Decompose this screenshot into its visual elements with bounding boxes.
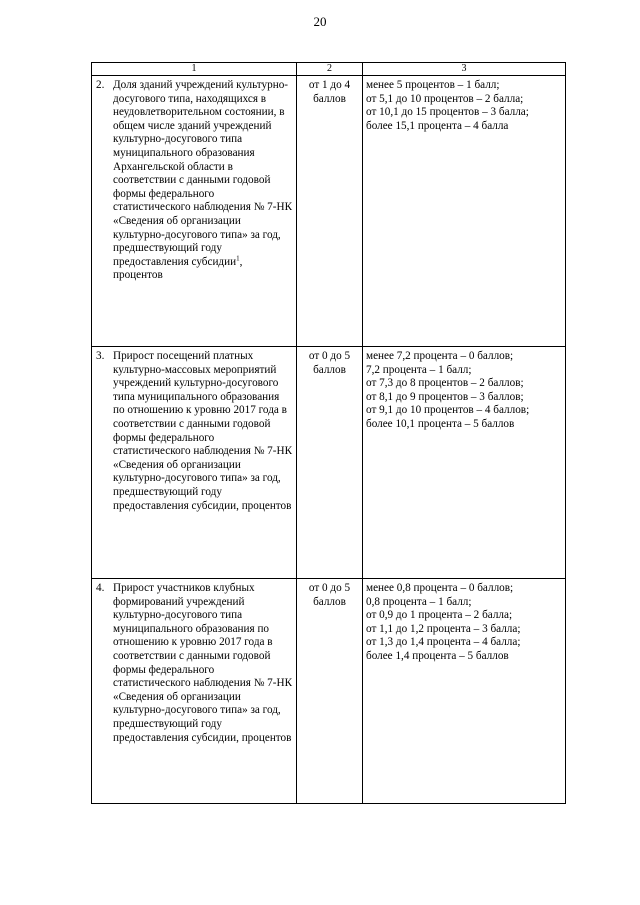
table-row <box>92 347 566 579</box>
criterion-description: Прирост участников клубных формирований учреждений культурно-досугового типа муниципального образования по отношению к уровню 2017 года в соответствии с данными годовой формы федерального статистического наблюдения № 7-НК «Сведения об организации культурно-досугового типа» за год, предшествующий году предоставления субсидии, процентов <box>113 582 293 744</box>
score-range: от 0 до 5 баллов <box>308 350 351 376</box>
score-range: от 0 до 5 баллов <box>308 582 351 608</box>
criteria-table <box>91 62 566 804</box>
score-range-cell <box>297 347 363 579</box>
score-range-cell <box>297 76 363 347</box>
row-number: 3. <box>96 350 105 362</box>
score-range-cell <box>297 579 363 804</box>
scoring-rule: более 10,1 процента – 5 баллов <box>366 417 515 430</box>
scoring-rule: менее 5 процентов – 1 балл; <box>366 79 500 91</box>
criterion-text-end: , процентов <box>113 255 243 282</box>
table-header-row <box>92 63 566 76</box>
criterion-description <box>113 79 293 283</box>
scoring-rules-cell <box>363 579 566 804</box>
scoring-rule: от 1,1 до 1,2 процента – 3 балла; <box>366 622 521 635</box>
scoring-rule: от 0,9 до 1 процента – 2 балла; <box>366 609 513 622</box>
scoring-rule: 0,8 процента – 1 балл; <box>366 595 472 608</box>
scoring-rules-cell <box>363 347 566 579</box>
scoring-rule: от 7,3 до 8 процентов – 2 баллов; <box>366 377 524 390</box>
scoring-rule: 7,2 процента – 1 балл; <box>366 363 472 376</box>
scoring-rule: менее 0,8 процента – 0 баллов; <box>366 582 514 594</box>
scoring-rule: от 1,3 до 1,4 процента – 4 балла; <box>366 636 521 649</box>
scoring-rules-cell <box>363 76 566 347</box>
scoring-rule: от 10,1 до 15 процентов – 3 балла; <box>366 106 529 119</box>
scoring-rule: более 15,1 процента – 4 балла <box>366 119 509 132</box>
column-header: 2 <box>297 63 363 76</box>
column-header: 3 <box>363 63 566 76</box>
scoring-rule: от 5,1 до 10 процентов – 2 балла; <box>366 92 524 105</box>
row-number: 4. <box>96 582 105 594</box>
footnote-marker: 1 <box>236 253 240 262</box>
criterion-cell <box>92 76 297 347</box>
criterion-text: Доля зданий учреждений культурно-досугового типа, находящихся в неудовлетворительном состоянии, в общем числе зданий учреждений культурно-досугового типа муниципального образования Архангельской области в соответствии с данными годовой формы федерального статистического наблюдения № 7-НК «Сведения об организации культурно-досугового типа» за год, предшествующий году предоставления субсидии <box>113 79 293 268</box>
scoring-rule: более 1,4 процента – 5 баллов <box>366 649 509 662</box>
scoring-rule: менее 7,2 процента – 0 баллов; <box>366 350 514 362</box>
table-row <box>92 76 566 347</box>
criterion-cell <box>92 347 297 579</box>
criterion-cell <box>92 579 297 804</box>
column-header: 1 <box>92 63 297 76</box>
criterion-description: Прирост посещений платных культурно-массовых мероприятий учреждений культурно-досугового типа муниципального образования по отношению к уровню 2017 года в соответствии с данными годовой формы федерального статистического наблюдения № 7-НК «Сведения об организации культурно-досугового типа» за год, предшествующий году предоставления субсидии, процентов <box>113 350 293 512</box>
page-number: 20 <box>313 14 327 29</box>
scoring-rule: от 9,1 до 10 процентов – 4 баллов; <box>366 404 530 417</box>
table-row <box>92 579 566 804</box>
scoring-rule: от 8,1 до 9 процентов – 3 баллов; <box>366 390 524 403</box>
score-range: от 1 до 4 баллов <box>308 79 351 105</box>
row-number: 2. <box>96 79 105 91</box>
